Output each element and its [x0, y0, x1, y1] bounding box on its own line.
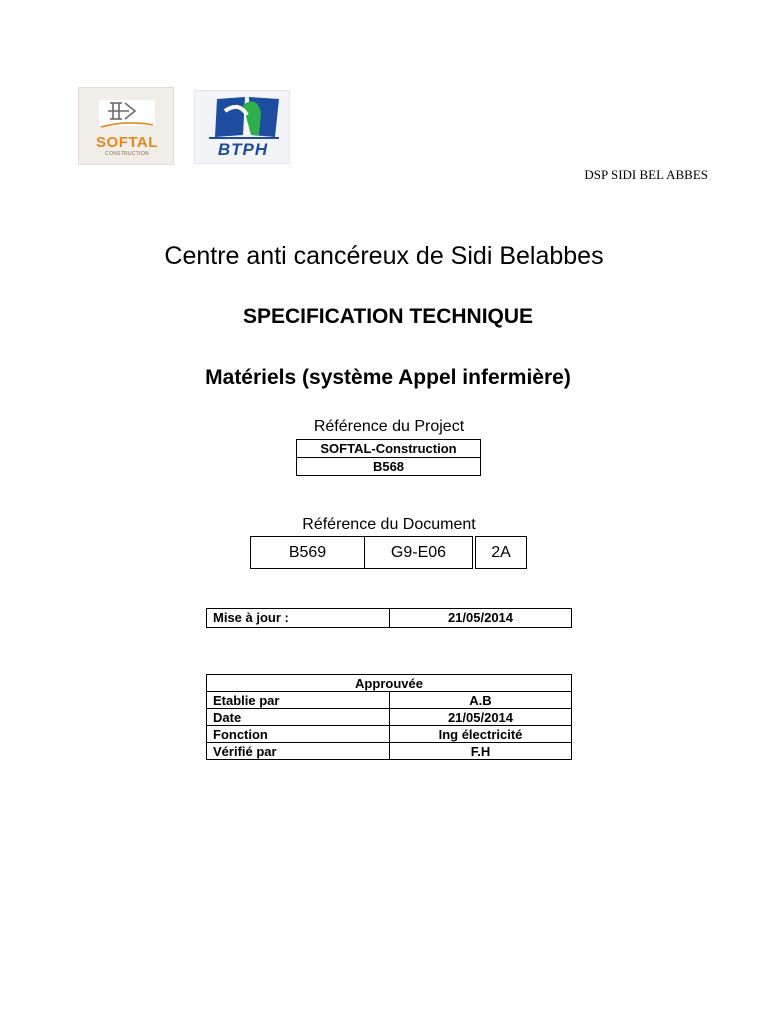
project-ref-cell: SOFTAL-Construction — [297, 440, 481, 458]
approval-value: A.B — [390, 692, 572, 709]
project-ref-table — [296, 439, 481, 476]
btph-logo-text: BTPH — [217, 140, 269, 159]
header-org: DSP SIDI BEL ABBES — [584, 167, 708, 182]
document-ref-cell: G9-E06 — [365, 537, 473, 569]
table-row — [207, 609, 572, 628]
btph-logo — [194, 90, 290, 164]
softal-logo — [78, 87, 174, 165]
document-ref-table — [250, 536, 527, 569]
approval-label: Date — [207, 709, 390, 726]
table-row — [297, 440, 481, 458]
table-row — [207, 692, 572, 709]
update-label: Mise à jour : — [207, 609, 390, 628]
update-table — [206, 608, 572, 628]
softal-logo-subtext: CONSTRUCTION — [105, 151, 149, 157]
document-subtitle: SPECIFICATION TECHNIQUE — [242, 305, 534, 328]
update-value: 21/05/2014 — [390, 609, 572, 628]
document-ref-cell: B569 — [251, 537, 365, 569]
document-ref-label: Référence du Document — [302, 516, 476, 533]
approval-header: Approuvée — [207, 675, 572, 692]
approval-value: Ing électricité — [390, 726, 572, 743]
project-ref-label: Référence du Project — [313, 418, 465, 435]
project-ref-cell: B568 — [297, 458, 481, 476]
approval-value: 21/05/2014 — [390, 709, 572, 726]
table-row — [207, 743, 572, 760]
table-row — [297, 458, 481, 476]
approval-value: F.H — [390, 743, 572, 760]
softal-logo-mark — [79, 94, 175, 130]
document-subject: Matériels (système Appel infermière) — [205, 366, 571, 389]
approval-label: Fonction — [207, 726, 390, 743]
approval-table — [206, 674, 572, 760]
approval-label: Etablie par — [207, 692, 390, 709]
table-row — [207, 726, 572, 743]
table-row — [207, 709, 572, 726]
table-row — [207, 675, 572, 692]
document-title: Centre anti cancéreux de Sidi Belabbes — [164, 242, 604, 270]
softal-logo-text: SOFTAL — [96, 134, 158, 151]
document-ref-cell: 2A — [476, 537, 527, 569]
approval-label: Vérifié par — [207, 743, 390, 760]
table-row — [251, 537, 527, 569]
